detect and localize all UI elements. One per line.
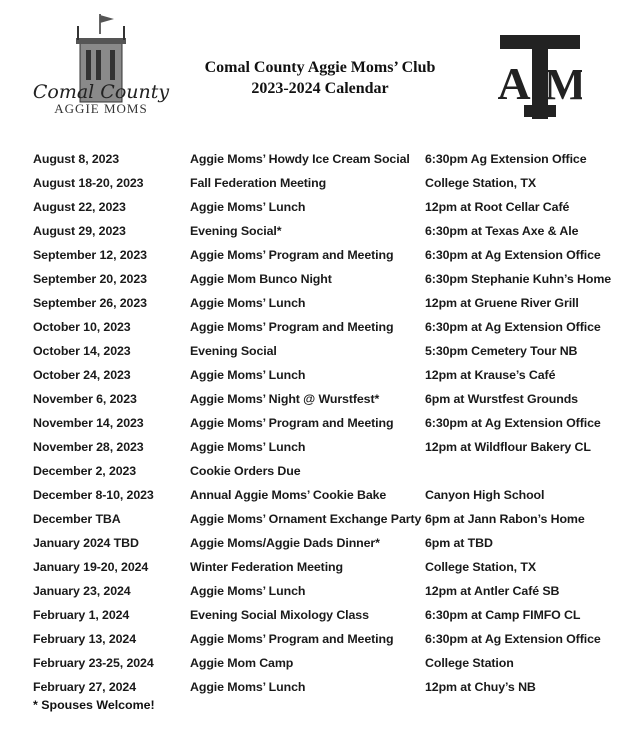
event-location: College Station, TX: [425, 560, 537, 574]
event-name: Aggie Moms’ Lunch: [190, 368, 306, 382]
page-title: [170, 57, 470, 99]
event-location: 6:30pm Stephanie Kuhn’s Home: [425, 272, 612, 286]
event-name: Cookie Orders Due: [190, 464, 301, 478]
event-name: Aggie Moms’ Lunch: [190, 680, 306, 694]
event-name: Aggie Moms’ Lunch: [190, 440, 306, 454]
event-location: 6:30pm Ag Extension Office: [425, 152, 587, 166]
event-location: 6pm at Wurstfest Grounds: [425, 392, 578, 406]
event-date: September 12, 2023: [33, 248, 147, 262]
event-location: College Station, TX: [425, 176, 537, 190]
event-date: October 10, 2023: [33, 320, 131, 334]
event-name: Aggie Moms’ Program and Meeting: [190, 248, 394, 262]
event-date: August 29, 2023: [33, 224, 126, 238]
event-name: Fall Federation Meeting: [190, 176, 327, 190]
event-location: 12pm at Antler Café SB: [425, 584, 560, 598]
event-name: Annual Aggie Moms’ Cookie Bake: [190, 488, 387, 502]
calendar-row: [33, 459, 613, 483]
event-location: 6:30pm at Camp FIMFO CL: [425, 608, 581, 622]
event-date: November 14, 2023: [33, 416, 144, 430]
footnote: * Spouses Welcome!: [33, 698, 155, 712]
calendar-row: [33, 579, 613, 603]
event-date: August 8, 2023: [33, 152, 120, 166]
svg-text:M: M: [544, 60, 582, 109]
event-date: February 23-25, 2024: [33, 656, 154, 670]
event-date: September 26, 2023: [33, 296, 147, 310]
event-date: August 18-20, 2023: [33, 176, 144, 190]
event-location: 6:30pm at Ag Extension Office: [425, 248, 601, 262]
svg-text:Comal County: Comal County: [32, 81, 170, 103]
event-date: November 28, 2023: [33, 440, 144, 454]
event-name: Aggie Moms’ Program and Meeting: [190, 416, 394, 430]
calendar-row: [33, 627, 613, 651]
event-location: 6:30pm at Texas Axe & Ale: [425, 224, 579, 238]
comal-county-aggie-moms-logo: [30, 12, 172, 120]
event-name: Aggie Moms’ Ornament Exchange Party: [190, 512, 422, 526]
calendar-row: [33, 507, 613, 531]
calendar-row: [33, 291, 613, 315]
event-date: February 1, 2024: [33, 608, 130, 622]
event-name: Aggie Moms’ Lunch: [190, 296, 306, 310]
event-name: Aggie Moms’ Night @ Wurstfest*: [190, 392, 380, 406]
svg-text:A: A: [498, 58, 531, 109]
event-date: August 22, 2023: [33, 200, 126, 214]
calendar-row: [33, 387, 613, 411]
event-date: January 2024 TBD: [33, 536, 139, 550]
calendar-row: [33, 339, 613, 363]
event-name: Evening Social: [190, 344, 277, 358]
calendar-row: [33, 411, 613, 435]
calendar-row: [33, 219, 613, 243]
calendar-row: [33, 603, 613, 627]
calendar-row: [33, 531, 613, 555]
event-location: 12pm at Root Cellar Café: [425, 200, 570, 214]
calendar-row: [33, 315, 613, 339]
calendar-row: [33, 675, 613, 699]
calendar-row: [33, 435, 613, 459]
event-date: December TBA: [33, 512, 121, 526]
event-name: Winter Federation Meeting: [190, 560, 343, 574]
event-date: February 27, 2024: [33, 680, 136, 694]
event-location: 12pm at Krause’s Café: [425, 368, 556, 382]
event-location: 6pm at Jann Rabon’s Home: [425, 512, 585, 526]
calendar-row: [33, 555, 613, 579]
event-date: November 6, 2023: [33, 392, 137, 406]
event-date: January 23, 2024: [33, 584, 131, 598]
event-name: Evening Social*: [190, 224, 282, 238]
event-date: February 13, 2024: [33, 632, 136, 646]
event-location: 12pm at Wildflour Bakery CL: [425, 440, 591, 454]
event-name: Aggie Mom Bunco Night: [190, 272, 332, 286]
event-name: Evening Social Mixology Class: [190, 608, 369, 622]
calendar-row: [33, 147, 613, 171]
event-name: Aggie Moms/Aggie Dads Dinner*: [190, 536, 380, 550]
event-location: Canyon High School: [425, 488, 545, 502]
event-name: Aggie Moms’ Lunch: [190, 200, 306, 214]
event-location: 5:30pm Cemetery Tour NB: [425, 344, 578, 358]
calendar-row: [33, 267, 613, 291]
event-location: 12pm at Chuy’s NB: [425, 680, 536, 694]
event-date: December 2, 2023: [33, 464, 137, 478]
event-location: 12pm at Gruene River Grill: [425, 296, 579, 310]
calendar-row: [33, 171, 613, 195]
event-date: December 8-10, 2023: [33, 488, 154, 502]
calendar-row: [33, 363, 613, 387]
calendar-table: [33, 147, 613, 699]
calendar-row: [33, 195, 613, 219]
event-date: October 24, 2023: [33, 368, 131, 382]
event-name: Aggie Moms’ Lunch: [190, 584, 306, 598]
event-name: Aggie Moms’ Program and Meeting: [190, 632, 394, 646]
event-name: Aggie Moms’ Program and Meeting: [190, 320, 394, 334]
event-location: College Station: [425, 656, 514, 670]
title-line-2: 2023-2024 Calendar: [251, 80, 389, 97]
event-location: 6:30pm at Ag Extension Office: [425, 416, 601, 430]
event-date: January 19-20, 2024: [33, 560, 149, 574]
event-location: 6pm at TBD: [425, 536, 493, 550]
title-line-1: Comal County Aggie Moms’ Club: [204, 59, 436, 76]
event-location: 6:30pm at Ag Extension Office: [425, 320, 601, 334]
calendar-row: [33, 651, 613, 675]
svg-text:AGGIE MOMS: AGGIE MOMS: [54, 101, 148, 116]
event-name: Aggie Moms’ Howdy Ice Cream Social: [190, 152, 410, 166]
calendar-row: [33, 243, 613, 267]
texas-am-logo: [498, 33, 582, 119]
event-date: October 14, 2023: [33, 344, 131, 358]
calendar-row: [33, 483, 613, 507]
event-location: 6:30pm at Ag Extension Office: [425, 632, 601, 646]
event-name: Aggie Mom Camp: [190, 656, 294, 670]
event-date: September 20, 2023: [33, 272, 147, 286]
